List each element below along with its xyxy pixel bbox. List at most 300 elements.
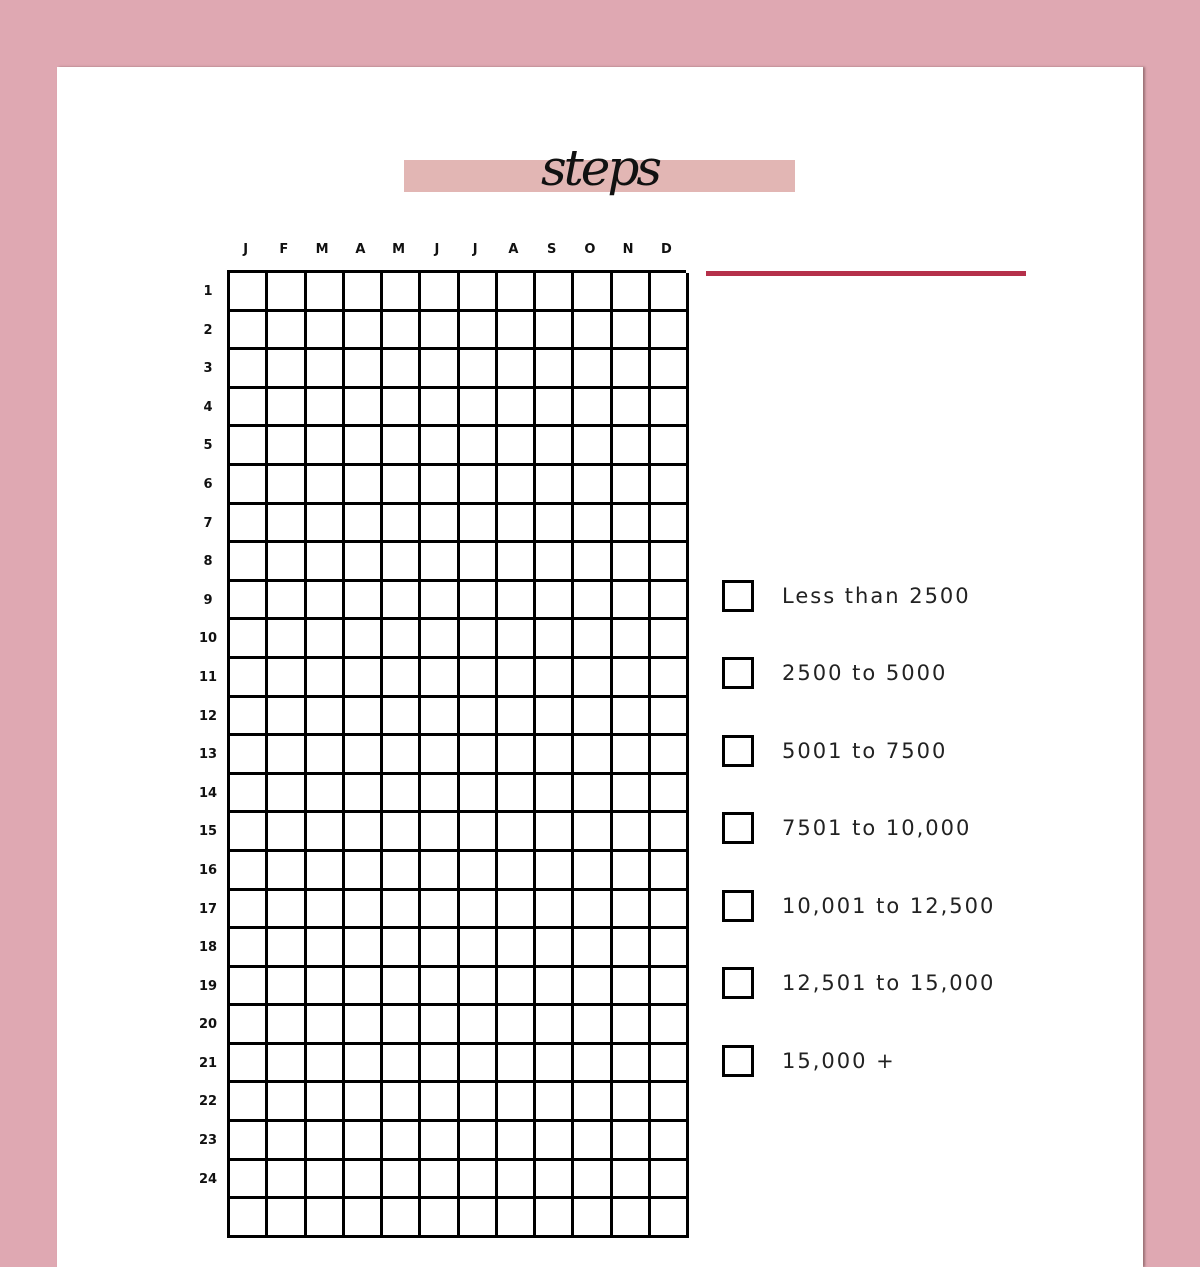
grid-cell[interactable] <box>307 1199 345 1238</box>
grid-cell[interactable] <box>268 505 306 544</box>
grid-cell[interactable] <box>536 1161 574 1200</box>
grid-cell[interactable] <box>307 273 345 312</box>
grid-cell[interactable] <box>268 698 306 737</box>
grid-cell[interactable] <box>383 389 421 428</box>
grid-cell[interactable] <box>383 582 421 621</box>
grid-cell[interactable] <box>421 620 459 659</box>
grid-cell[interactable] <box>498 427 536 466</box>
grid-cell[interactable] <box>498 312 536 351</box>
grid-cell[interactable] <box>383 466 421 505</box>
grid-cell[interactable] <box>230 736 268 775</box>
grid-cell[interactable] <box>421 273 459 312</box>
grid-cell[interactable] <box>307 659 345 698</box>
grid-cell[interactable] <box>613 852 651 891</box>
grid-cell[interactable] <box>498 1045 536 1084</box>
grid-cell[interactable] <box>651 620 689 659</box>
grid-cell[interactable] <box>498 543 536 582</box>
grid-cell[interactable] <box>613 775 651 814</box>
grid-cell[interactable] <box>307 968 345 1007</box>
grid-cell[interactable] <box>345 1083 383 1122</box>
grid-cell[interactable] <box>307 466 345 505</box>
grid-cell[interactable] <box>345 1199 383 1238</box>
grid-cell[interactable] <box>498 350 536 389</box>
grid-cell[interactable] <box>268 968 306 1007</box>
grid-cell[interactable] <box>536 891 574 930</box>
grid-cell[interactable] <box>460 620 498 659</box>
grid-cell[interactable] <box>345 582 383 621</box>
grid-cell[interactable] <box>268 891 306 930</box>
grid-cell[interactable] <box>574 505 612 544</box>
grid-cell[interactable] <box>536 312 574 351</box>
grid-cell[interactable] <box>345 736 383 775</box>
grid-cell[interactable] <box>345 698 383 737</box>
grid-cell[interactable] <box>613 350 651 389</box>
grid-cell[interactable] <box>613 1122 651 1161</box>
grid-cell[interactable] <box>613 312 651 351</box>
grid-cell[interactable] <box>651 1045 689 1084</box>
grid-cell[interactable] <box>498 1199 536 1238</box>
grid-cell[interactable] <box>498 620 536 659</box>
grid-cell[interactable] <box>268 543 306 582</box>
grid-cell[interactable] <box>268 1199 306 1238</box>
grid-cell[interactable] <box>345 620 383 659</box>
grid-cell[interactable] <box>230 273 268 312</box>
grid-cell[interactable] <box>613 1045 651 1084</box>
grid-cell[interactable] <box>536 852 574 891</box>
grid-cell[interactable] <box>574 582 612 621</box>
grid-cell[interactable] <box>345 1006 383 1045</box>
grid-cell[interactable] <box>421 736 459 775</box>
grid-cell[interactable] <box>536 389 574 428</box>
grid-cell[interactable] <box>613 813 651 852</box>
grid-cell[interactable] <box>230 620 268 659</box>
grid-cell[interactable] <box>345 543 383 582</box>
grid-cell[interactable] <box>345 929 383 968</box>
grid-cell[interactable] <box>421 698 459 737</box>
grid-cell[interactable] <box>651 582 689 621</box>
grid-cell[interactable] <box>345 312 383 351</box>
grid-cell[interactable] <box>613 736 651 775</box>
legend-checkbox[interactable] <box>722 735 754 767</box>
grid-cell[interactable] <box>421 543 459 582</box>
grid-cell[interactable] <box>307 1122 345 1161</box>
grid-cell[interactable] <box>421 350 459 389</box>
grid-cell[interactable] <box>536 1045 574 1084</box>
grid-cell[interactable] <box>613 1083 651 1122</box>
grid-cell[interactable] <box>536 273 574 312</box>
grid-cell[interactable] <box>574 427 612 466</box>
grid-cell[interactable] <box>307 698 345 737</box>
grid-cell[interactable] <box>383 929 421 968</box>
grid-cell[interactable] <box>613 427 651 466</box>
grid-cell[interactable] <box>460 852 498 891</box>
grid-cell[interactable] <box>307 1083 345 1122</box>
grid-cell[interactable] <box>460 312 498 351</box>
grid-cell[interactable] <box>460 543 498 582</box>
grid-cell[interactable] <box>574 543 612 582</box>
grid-cell[interactable] <box>230 1006 268 1045</box>
grid-cell[interactable] <box>307 891 345 930</box>
grid-cell[interactable] <box>460 659 498 698</box>
legend-checkbox[interactable] <box>722 657 754 689</box>
legend-checkbox[interactable] <box>722 580 754 612</box>
grid-cell[interactable] <box>345 350 383 389</box>
grid-cell[interactable] <box>383 620 421 659</box>
grid-cell[interactable] <box>460 389 498 428</box>
grid-cell[interactable] <box>574 350 612 389</box>
grid-cell[interactable] <box>421 813 459 852</box>
grid-cell[interactable] <box>574 620 612 659</box>
grid-cell[interactable] <box>421 1199 459 1238</box>
legend-checkbox[interactable] <box>722 967 754 999</box>
grid-cell[interactable] <box>268 273 306 312</box>
grid-cell[interactable] <box>268 350 306 389</box>
grid-cell[interactable] <box>613 1161 651 1200</box>
grid-cell[interactable] <box>613 659 651 698</box>
grid-cell[interactable] <box>383 1161 421 1200</box>
grid-cell[interactable] <box>651 929 689 968</box>
grid-cell[interactable] <box>345 813 383 852</box>
grid-cell[interactable] <box>307 312 345 351</box>
grid-cell[interactable] <box>268 736 306 775</box>
grid-cell[interactable] <box>536 582 574 621</box>
grid-cell[interactable] <box>345 852 383 891</box>
grid-cell[interactable] <box>421 1122 459 1161</box>
grid-cell[interactable] <box>307 852 345 891</box>
grid-cell[interactable] <box>460 929 498 968</box>
grid-cell[interactable] <box>651 1199 689 1238</box>
grid-cell[interactable] <box>421 1045 459 1084</box>
grid-cell[interactable] <box>307 813 345 852</box>
grid-cell[interactable] <box>421 505 459 544</box>
grid-cell[interactable] <box>613 1199 651 1238</box>
grid-cell[interactable] <box>268 659 306 698</box>
grid-cell[interactable] <box>498 698 536 737</box>
grid-cell[interactable] <box>498 1006 536 1045</box>
grid-cell[interactable] <box>651 427 689 466</box>
grid-cell[interactable] <box>383 1199 421 1238</box>
grid-cell[interactable] <box>268 1045 306 1084</box>
grid-cell[interactable] <box>230 775 268 814</box>
grid-cell[interactable] <box>460 968 498 1007</box>
grid-cell[interactable] <box>536 736 574 775</box>
grid-cell[interactable] <box>307 1006 345 1045</box>
grid-cell[interactable] <box>230 582 268 621</box>
grid-cell[interactable] <box>536 543 574 582</box>
grid-cell[interactable] <box>651 505 689 544</box>
grid-cell[interactable] <box>383 1045 421 1084</box>
grid-cell[interactable] <box>651 1083 689 1122</box>
grid-cell[interactable] <box>651 968 689 1007</box>
grid-cell[interactable] <box>651 312 689 351</box>
grid-cell[interactable] <box>536 427 574 466</box>
grid-cell[interactable] <box>536 968 574 1007</box>
grid-cell[interactable] <box>536 1006 574 1045</box>
grid-cell[interactable] <box>498 1083 536 1122</box>
grid-cell[interactable] <box>613 698 651 737</box>
grid-cell[interactable] <box>383 505 421 544</box>
grid-cell[interactable] <box>574 1045 612 1084</box>
grid-cell[interactable] <box>307 1161 345 1200</box>
grid-cell[interactable] <box>345 659 383 698</box>
grid-cell[interactable] <box>613 389 651 428</box>
grid-cell[interactable] <box>383 350 421 389</box>
grid-cell[interactable] <box>230 466 268 505</box>
grid-cell[interactable] <box>574 389 612 428</box>
grid-cell[interactable] <box>383 659 421 698</box>
grid-cell[interactable] <box>574 775 612 814</box>
grid-cell[interactable] <box>574 1161 612 1200</box>
grid-cell[interactable] <box>345 1045 383 1084</box>
grid-cell[interactable] <box>268 1083 306 1122</box>
grid-cell[interactable] <box>383 273 421 312</box>
grid-cell[interactable] <box>383 1083 421 1122</box>
grid-cell[interactable] <box>230 659 268 698</box>
grid-cell[interactable] <box>574 1122 612 1161</box>
grid-cell[interactable] <box>651 1006 689 1045</box>
grid-cell[interactable] <box>574 736 612 775</box>
grid-cell[interactable] <box>460 1161 498 1200</box>
grid-cell[interactable] <box>383 543 421 582</box>
grid-cell[interactable] <box>230 312 268 351</box>
grid-cell[interactable] <box>345 968 383 1007</box>
grid-cell[interactable] <box>421 891 459 930</box>
grid-cell[interactable] <box>460 1122 498 1161</box>
legend-checkbox[interactable] <box>722 1045 754 1077</box>
grid-cell[interactable] <box>613 620 651 659</box>
grid-cell[interactable] <box>230 813 268 852</box>
grid-cell[interactable] <box>230 698 268 737</box>
grid-cell[interactable] <box>613 505 651 544</box>
grid-cell[interactable] <box>536 350 574 389</box>
grid-cell[interactable] <box>498 1122 536 1161</box>
grid-cell[interactable] <box>268 620 306 659</box>
grid-cell[interactable] <box>498 852 536 891</box>
grid-cell[interactable] <box>613 543 651 582</box>
grid-cell[interactable] <box>307 582 345 621</box>
grid-cell[interactable] <box>574 813 612 852</box>
grid-cell[interactable] <box>421 852 459 891</box>
grid-cell[interactable] <box>651 659 689 698</box>
grid-cell[interactable] <box>383 312 421 351</box>
grid-cell[interactable] <box>536 1199 574 1238</box>
grid-cell[interactable] <box>498 659 536 698</box>
grid-cell[interactable] <box>613 582 651 621</box>
grid-cell[interactable] <box>345 1122 383 1161</box>
grid-cell[interactable] <box>574 698 612 737</box>
grid-cell[interactable] <box>345 1161 383 1200</box>
grid-cell[interactable] <box>421 775 459 814</box>
grid-cell[interactable] <box>421 659 459 698</box>
grid-cell[interactable] <box>307 775 345 814</box>
grid-cell[interactable] <box>651 813 689 852</box>
grid-cell[interactable] <box>498 891 536 930</box>
grid-cell[interactable] <box>651 698 689 737</box>
grid-cell[interactable] <box>574 891 612 930</box>
grid-cell[interactable] <box>307 427 345 466</box>
grid-cell[interactable] <box>574 929 612 968</box>
grid-cell[interactable] <box>651 389 689 428</box>
legend-checkbox[interactable] <box>722 890 754 922</box>
grid-cell[interactable] <box>613 891 651 930</box>
grid-cell[interactable] <box>230 350 268 389</box>
grid-cell[interactable] <box>574 1083 612 1122</box>
grid-cell[interactable] <box>536 620 574 659</box>
grid-cell[interactable] <box>651 350 689 389</box>
grid-cell[interactable] <box>460 1199 498 1238</box>
grid-cell[interactable] <box>307 350 345 389</box>
grid-cell[interactable] <box>574 852 612 891</box>
grid-cell[interactable] <box>460 1083 498 1122</box>
legend-checkbox[interactable] <box>722 812 754 844</box>
grid-cell[interactable] <box>268 427 306 466</box>
grid-cell[interactable] <box>613 1006 651 1045</box>
grid-cell[interactable] <box>230 1199 268 1238</box>
grid-cell[interactable] <box>498 389 536 428</box>
grid-cell[interactable] <box>574 312 612 351</box>
grid-cell[interactable] <box>651 273 689 312</box>
grid-cell[interactable] <box>498 736 536 775</box>
grid-cell[interactable] <box>536 505 574 544</box>
grid-cell[interactable] <box>536 775 574 814</box>
grid-cell[interactable] <box>421 1006 459 1045</box>
grid-cell[interactable] <box>268 775 306 814</box>
grid-cell[interactable] <box>460 273 498 312</box>
grid-cell[interactable] <box>498 929 536 968</box>
grid-cell[interactable] <box>383 852 421 891</box>
grid-cell[interactable] <box>383 813 421 852</box>
grid-cell[interactable] <box>307 543 345 582</box>
grid-cell[interactable] <box>421 968 459 1007</box>
grid-cell[interactable] <box>383 1006 421 1045</box>
grid-cell[interactable] <box>651 1122 689 1161</box>
grid-cell[interactable] <box>574 273 612 312</box>
grid-cell[interactable] <box>383 736 421 775</box>
grid-cell[interactable] <box>230 505 268 544</box>
grid-cell[interactable] <box>460 1006 498 1045</box>
grid-cell[interactable] <box>536 1122 574 1161</box>
grid-cell[interactable] <box>307 736 345 775</box>
grid-cell[interactable] <box>230 891 268 930</box>
grid-cell[interactable] <box>383 1122 421 1161</box>
grid-cell[interactable] <box>460 775 498 814</box>
grid-cell[interactable] <box>536 813 574 852</box>
grid-cell[interactable] <box>230 852 268 891</box>
grid-cell[interactable] <box>651 775 689 814</box>
grid-cell[interactable] <box>230 1045 268 1084</box>
grid-cell[interactable] <box>613 273 651 312</box>
grid-cell[interactable] <box>498 466 536 505</box>
grid-cell[interactable] <box>613 929 651 968</box>
grid-cell[interactable] <box>307 389 345 428</box>
grid-cell[interactable] <box>498 813 536 852</box>
grid-cell[interactable] <box>498 775 536 814</box>
grid-cell[interactable] <box>383 968 421 1007</box>
grid-cell[interactable] <box>345 389 383 428</box>
grid-cell[interactable] <box>345 891 383 930</box>
grid-cell[interactable] <box>421 1083 459 1122</box>
grid-cell[interactable] <box>498 1161 536 1200</box>
grid-cell[interactable] <box>345 775 383 814</box>
grid-cell[interactable] <box>230 968 268 1007</box>
grid-cell[interactable] <box>460 466 498 505</box>
grid-cell[interactable] <box>613 466 651 505</box>
grid-cell[interactable] <box>651 736 689 775</box>
grid-cell[interactable] <box>268 1122 306 1161</box>
grid-cell[interactable] <box>460 427 498 466</box>
grid-cell[interactable] <box>345 273 383 312</box>
grid-cell[interactable] <box>574 968 612 1007</box>
grid-cell[interactable] <box>536 659 574 698</box>
grid-cell[interactable] <box>268 813 306 852</box>
grid-cell[interactable] <box>345 505 383 544</box>
grid-cell[interactable] <box>536 466 574 505</box>
grid-cell[interactable] <box>268 466 306 505</box>
grid-cell[interactable] <box>230 1083 268 1122</box>
grid-cell[interactable] <box>268 582 306 621</box>
grid-cell[interactable] <box>421 1161 459 1200</box>
grid-cell[interactable] <box>345 466 383 505</box>
grid-cell[interactable] <box>383 698 421 737</box>
grid-cell[interactable] <box>460 891 498 930</box>
grid-cell[interactable] <box>268 389 306 428</box>
grid-cell[interactable] <box>651 1161 689 1200</box>
grid-cell[interactable] <box>651 852 689 891</box>
grid-cell[interactable] <box>613 968 651 1007</box>
grid-cell[interactable] <box>268 1006 306 1045</box>
grid-cell[interactable] <box>230 389 268 428</box>
grid-cell[interactable] <box>460 736 498 775</box>
grid-cell[interactable] <box>536 1083 574 1122</box>
grid-cell[interactable] <box>383 775 421 814</box>
grid-cell[interactable] <box>460 813 498 852</box>
grid-cell[interactable] <box>307 1045 345 1084</box>
grid-cell[interactable] <box>307 620 345 659</box>
grid-cell[interactable] <box>574 466 612 505</box>
grid-cell[interactable] <box>421 312 459 351</box>
grid-cell[interactable] <box>460 698 498 737</box>
grid-cell[interactable] <box>498 582 536 621</box>
grid-cell[interactable] <box>651 543 689 582</box>
grid-cell[interactable] <box>268 1161 306 1200</box>
grid-cell[interactable] <box>498 968 536 1007</box>
grid-cell[interactable] <box>421 929 459 968</box>
grid-cell[interactable] <box>651 466 689 505</box>
grid-cell[interactable] <box>230 1122 268 1161</box>
grid-cell[interactable] <box>230 427 268 466</box>
grid-cell[interactable] <box>460 350 498 389</box>
grid-cell[interactable] <box>574 659 612 698</box>
grid-cell[interactable] <box>421 427 459 466</box>
grid-cell[interactable] <box>268 929 306 968</box>
grid-cell[interactable] <box>307 929 345 968</box>
grid-cell[interactable] <box>421 466 459 505</box>
grid-cell[interactable] <box>230 929 268 968</box>
grid-cell[interactable] <box>230 543 268 582</box>
grid-cell[interactable] <box>574 1006 612 1045</box>
grid-cell[interactable] <box>460 582 498 621</box>
grid-cell[interactable] <box>651 891 689 930</box>
grid-cell[interactable] <box>383 427 421 466</box>
grid-cell[interactable] <box>498 273 536 312</box>
grid-cell[interactable] <box>268 852 306 891</box>
grid-cell[interactable] <box>460 1045 498 1084</box>
grid-cell[interactable] <box>230 1161 268 1200</box>
grid-cell[interactable] <box>345 427 383 466</box>
grid-cell[interactable] <box>498 505 536 544</box>
grid-cell[interactable] <box>460 505 498 544</box>
grid-cell[interactable] <box>574 1199 612 1238</box>
